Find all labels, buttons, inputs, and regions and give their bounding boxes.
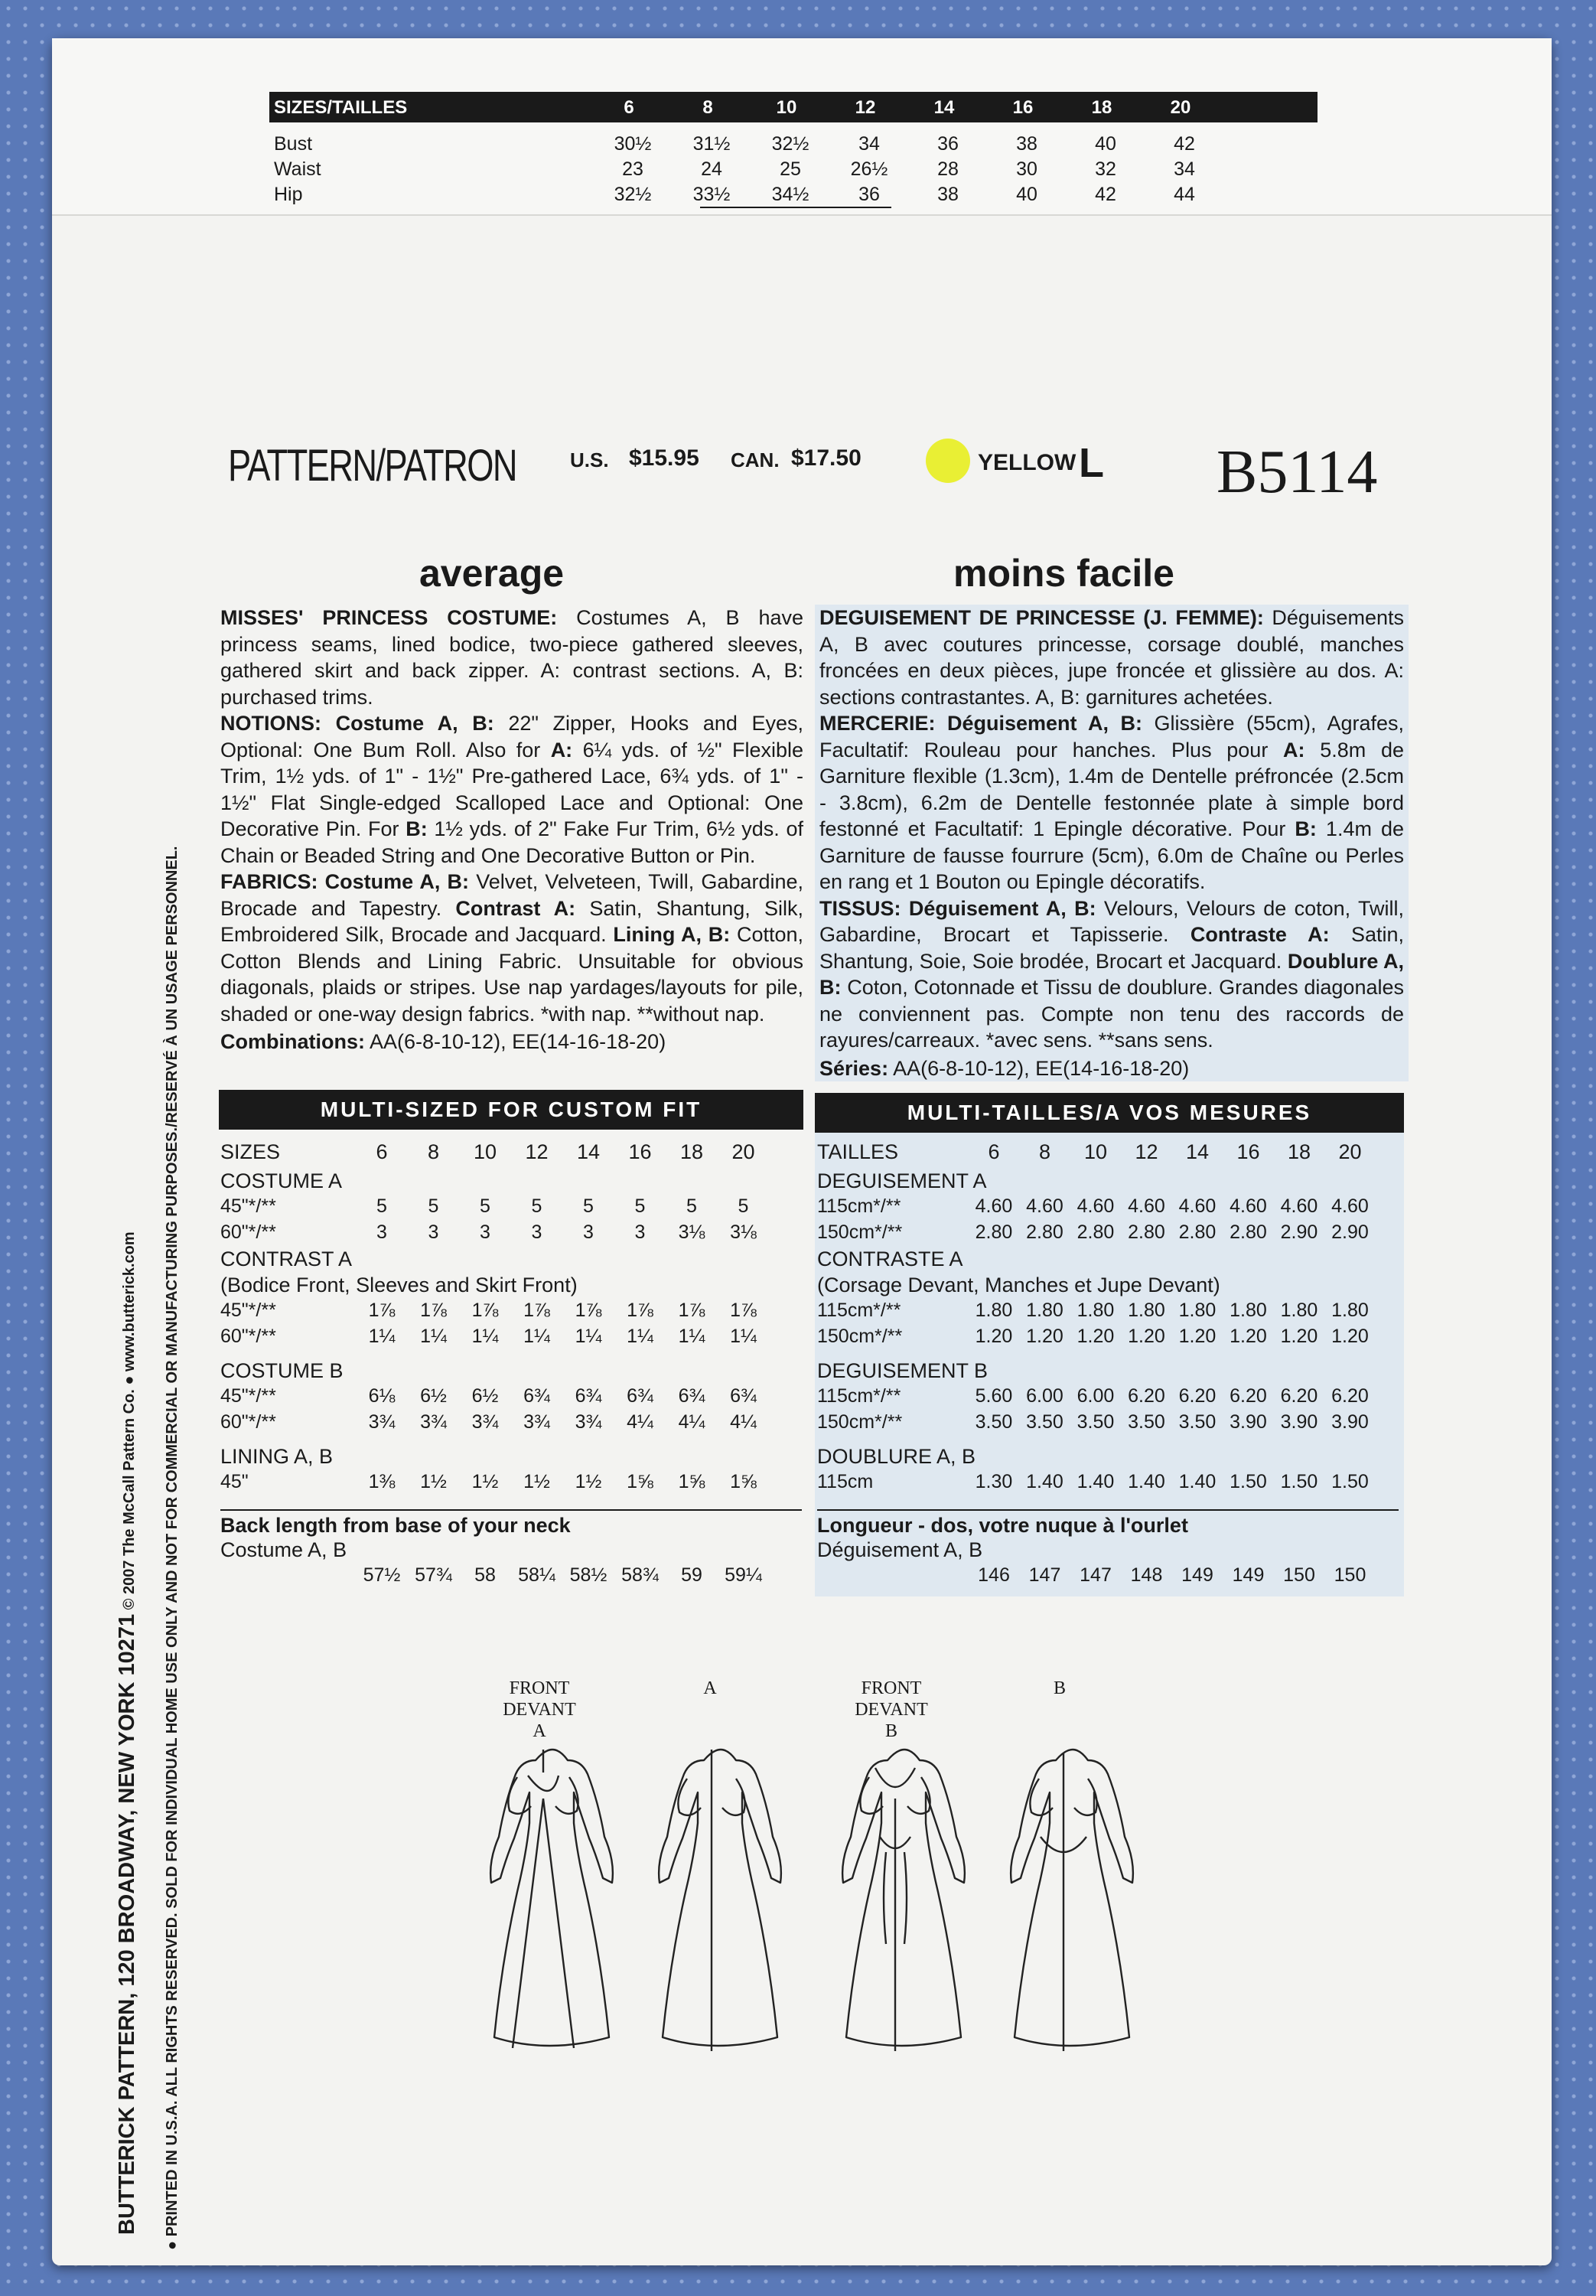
table-section-label: DEGUISEMENT B [817, 1359, 989, 1382]
yardage-cell: 1¼ [420, 1326, 447, 1347]
table-section-label: DEGUISEMENT A [817, 1169, 987, 1192]
measure-cell: 36 [858, 184, 880, 205]
size-header-cell: 6 [376, 1140, 388, 1163]
en-table-rule [220, 1509, 802, 1511]
measure-cell: 38 [937, 184, 959, 205]
yardage-cell: 1¼ [368, 1326, 396, 1347]
size-header-cell: 20 [1338, 1140, 1362, 1163]
yardage-cell: 3.50 [1178, 1411, 1217, 1433]
yardage-cell: 1.20 [1331, 1326, 1369, 1347]
size-header-cell: 18 [1287, 1140, 1311, 1163]
width-label: 60"*/** [220, 1411, 276, 1433]
size-header-cell: 14 [1185, 1140, 1210, 1163]
measure-label: Bust [274, 133, 313, 155]
width-label: 60"*/** [220, 1326, 276, 1347]
yardage-cell: 1⅞ [730, 1300, 757, 1321]
pattern-number: B5114 [1217, 439, 1378, 506]
yardage-cell: 1⅞ [575, 1300, 602, 1321]
yardage-cell: 4¼ [627, 1411, 653, 1433]
yardage-cell: 6½ [471, 1385, 499, 1407]
size-header-cell: 14 [576, 1140, 601, 1163]
table-section-label: COSTUME A [220, 1169, 343, 1192]
can-price: $17.50 [791, 445, 862, 471]
back-length-cell: 58¾ [621, 1564, 659, 1586]
yardage-cell: 3¾ [575, 1411, 602, 1433]
back-length-cell: 148 [1130, 1564, 1163, 1586]
yardage-cell: 1⅝ [730, 1471, 757, 1492]
yardage-cell: 3 [480, 1221, 490, 1243]
yardage-cell: 5 [480, 1195, 490, 1217]
yardage-cell: 3.90 [1230, 1411, 1267, 1433]
side-imprint: BUTTERICK PATTERN, 120 BROADWAY, NEW YORK 10271 © 2007 The McCall Pattern Co. ● www.butterick.com [115, 1231, 139, 2235]
gown-back-b [1011, 1750, 1133, 2051]
yardage-cell: 6.20 [1331, 1385, 1369, 1407]
measure-cell: 28 [937, 158, 959, 180]
measure-cell: 36 [937, 133, 959, 155]
view-label: B [1053, 1678, 1066, 1698]
yardage-cell: 5 [686, 1195, 697, 1217]
can-label: CAN. [731, 448, 780, 471]
yardage-cell: 1.20 [1230, 1326, 1267, 1347]
measure-cell: 34 [1174, 158, 1195, 180]
size-letter: L [1079, 440, 1104, 486]
sizes-label: SIZES [220, 1140, 281, 1163]
width-label: 115cm [817, 1471, 874, 1492]
measure-cell: 32½ [771, 133, 809, 155]
measure-cell: 44 [1174, 184, 1195, 205]
color-label: YELLOW [978, 450, 1076, 475]
yardage-cell: 3.50 [1128, 1411, 1165, 1433]
yardage-cell: 1½ [523, 1471, 550, 1492]
table-section-label: COSTUME B [220, 1359, 344, 1382]
yardage-cell: 3.90 [1280, 1411, 1318, 1433]
size-header-cell: 10 [473, 1140, 497, 1163]
yardage-cell: 3.50 [975, 1411, 1013, 1433]
size-header-cell: 8 [1038, 1140, 1051, 1163]
table-section-label: CONTRASTE A [817, 1247, 963, 1270]
size-header-cell: 16 [1236, 1140, 1260, 1163]
back-length-cell: 149 [1232, 1564, 1265, 1586]
yardage-cell: 1.40 [1178, 1471, 1217, 1492]
sizes-label: TAILLES [817, 1140, 899, 1163]
yardage-cell: 5 [738, 1195, 749, 1217]
yardage-cell: 5 [428, 1195, 439, 1217]
measure-cell: 42 [1095, 184, 1116, 205]
size-col: 14 [933, 97, 955, 118]
yardage-cell: 1.40 [1026, 1471, 1063, 1492]
back-length-cell: 57½ [363, 1564, 401, 1586]
gown-back-a [659, 1750, 781, 2051]
yardage-cell: 3¾ [420, 1411, 447, 1433]
measure-cell: 38 [1016, 133, 1037, 155]
yardage-cell: 2.80 [1076, 1221, 1115, 1243]
yardage-cell: 2.90 [1280, 1221, 1318, 1243]
yardage-cell: 2.90 [1331, 1221, 1369, 1243]
yardage-cell: 6⅛ [368, 1385, 396, 1407]
yardage-cell: 5 [531, 1195, 542, 1217]
width-label: 150cm*/** [817, 1326, 903, 1347]
yardage-cell: 2.80 [975, 1221, 1013, 1243]
yardage-cell: 3⅛ [730, 1221, 757, 1243]
width-label: 60"*/** [220, 1221, 276, 1243]
english-description: MISSES' PRINCESS COSTUME: Costumes A, B have princess seams, lined bodice, two-piece gathered sleeves, gathered skirt and back zipper. A: contrast sections. A, B: purchased trims. NOTIONS: Costume A, B: 22" Zipper, Hooks and Eyes, Optional: One Bum Roll. Also for A: 6¼ yds. of ½" Flexible Trim, 1½ yds. of 1" - 1½" Pre-gathered Lace, 6¾ yds. of 1" - 1½" Flat Single-edged Scalloped Lace and Optional: One Decorative Pin. For B: 1½ yds. of 2" Fake Fur Trim, 6½ yds. of Chain or Beaded String and One Decorative Button or Pin. FABRICS: Costume A, B: Velvet, Velveteen, Twill, Gabardine, Brocade and Tapestry. Contrast A: Satin, Shantung, Silk, Embroidered Silk, Brocade and Jacquard. Lining A, B: Cotton, Cotton Blends and Lining Fabric. Unsuitable for obvious diagonals, plaids or stripes. Use nap yardages/layouts for pile, shaded or one-way design fabrics. *with nap. **without nap. Combinations: AA(6-8-10-12), EE(14-16-18-20) [220, 606, 803, 1053]
yardage-cell: 3.50 [1026, 1411, 1063, 1433]
back-length-cell: 146 [978, 1564, 1010, 1586]
view-label: FRONT DEVANT A [503, 1678, 576, 1741]
yardage-cell: 6.20 [1230, 1385, 1267, 1407]
yardage-cell: 4.60 [1280, 1195, 1318, 1217]
yardage-cell: 1½ [471, 1471, 499, 1492]
yardage-cell: 5 [634, 1195, 646, 1217]
size-header-cell: 12 [1135, 1140, 1158, 1163]
yardage-cell: 3.50 [1076, 1411, 1115, 1433]
yardage-cell: 1¼ [730, 1326, 757, 1347]
width-label: 115cm*/** [817, 1385, 901, 1407]
measure-cell: 23 [622, 158, 643, 180]
color-dot [926, 439, 970, 483]
yardage-cell: 6.20 [1128, 1385, 1165, 1407]
size-col: 12 [855, 97, 876, 118]
yardage-cell: 6½ [420, 1385, 447, 1407]
difficulty-fr: moins facile [953, 552, 1174, 595]
size-col: 6 [624, 97, 634, 118]
yardage-cell: 1¼ [575, 1326, 602, 1347]
yardage-cell: 5 [376, 1195, 387, 1217]
yardage-cell: 6.20 [1178, 1385, 1217, 1407]
yardage-cell: 2.80 [1128, 1221, 1165, 1243]
table-section-label: DOUBLURE A, B [817, 1445, 976, 1468]
yardage-cell: 5.60 [975, 1385, 1013, 1407]
back-length-cell: 57¾ [415, 1564, 452, 1586]
yardage-cell: 1.40 [1076, 1471, 1115, 1492]
back-length-cell: 58¼ [518, 1564, 555, 1586]
width-label: 45"*/** [220, 1195, 276, 1217]
multi-sized-bar: MULTI-SIZED FOR CUSTOM FIT [219, 1090, 803, 1130]
yardage-cell: 2.80 [1230, 1221, 1267, 1243]
view-label: FRONT DEVANT B [855, 1678, 928, 1741]
yardage-cell: 4.60 [1178, 1195, 1217, 1217]
yardage-cell: 4.60 [975, 1195, 1013, 1217]
gown-illustrations [444, 1745, 1163, 2059]
page-title: PATTERN/PATRON [228, 441, 516, 491]
yardage-cell: 1¼ [627, 1326, 653, 1347]
back-length-cell: 150 [1283, 1564, 1315, 1586]
size-col: 18 [1091, 97, 1112, 118]
measure-label: Waist [274, 158, 321, 180]
width-label: 45"*/** [220, 1385, 276, 1407]
yardage-cell: 1.50 [1230, 1471, 1267, 1492]
size-header-cell: 8 [427, 1140, 440, 1163]
back-length-cell: 58 [474, 1564, 496, 1586]
width-label: 150cm*/** [817, 1221, 903, 1243]
yardage-cell: 1.50 [1280, 1471, 1318, 1492]
width-label: 45"*/** [220, 1300, 276, 1321]
view-label: A [703, 1678, 717, 1698]
size-col: 20 [1170, 97, 1191, 118]
back-length-cell: 149 [1181, 1564, 1213, 1586]
measure-cell: 42 [1174, 133, 1195, 155]
yardage-cell: 1.20 [1178, 1326, 1217, 1347]
yardage-cell: 1.80 [1026, 1300, 1063, 1321]
size-col: 10 [776, 97, 797, 118]
gown-front-a [490, 1750, 613, 2048]
underline [700, 207, 891, 208]
back-length-cell: 59¼ [725, 1564, 762, 1586]
back-length-en: Back length from base of your neck [220, 1514, 571, 1537]
back-costume-en: Costume A, B [220, 1538, 347, 1561]
yardage-cell: 6.20 [1280, 1385, 1318, 1407]
fr-table-rule [817, 1509, 1399, 1511]
measure-cell: 32 [1095, 158, 1116, 180]
yardage-cell: 1.30 [975, 1471, 1013, 1492]
yardage-cell: 6¾ [627, 1385, 653, 1407]
yardage-cell: 1⅝ [678, 1471, 705, 1492]
size-header-cell: 20 [731, 1140, 755, 1163]
yardage-cell: 3.90 [1331, 1411, 1369, 1433]
table-section-label: CONTRAST A [220, 1247, 353, 1270]
size-header-cell: 12 [525, 1140, 549, 1163]
measure-cell: 26½ [850, 158, 888, 180]
table-section-label: (Bodice Front, Sleeves and Skirt Front) [220, 1274, 578, 1296]
yardage-cell: 4.60 [1230, 1195, 1267, 1217]
yardage-cell: 1⅞ [420, 1300, 447, 1321]
yardage-cell: 1.50 [1331, 1471, 1369, 1492]
yardage-cell: 1.20 [975, 1326, 1013, 1347]
yardage-cell: 3 [531, 1221, 542, 1243]
yardage-cell: 1⅞ [627, 1300, 653, 1321]
yardage-cell: 3 [428, 1221, 439, 1243]
gown-front-b [842, 1750, 965, 2051]
size-header-cell: 18 [679, 1140, 704, 1163]
back-length-cell: 147 [1080, 1564, 1112, 1586]
yardage-cell: 6¾ [575, 1385, 602, 1407]
sizes-header-label: SIZES/TAILLES [274, 97, 408, 118]
back-length-cell: 59 [681, 1564, 702, 1586]
yardage-cell: 1⅝ [627, 1471, 653, 1492]
us-label: U.S. [570, 448, 609, 471]
yardage-cell: 1⅞ [678, 1300, 705, 1321]
us-price: $15.95 [629, 445, 699, 471]
yardage-cell: 5 [583, 1195, 594, 1217]
yardage-cell: 4.60 [1128, 1195, 1165, 1217]
sizes-header-bar [269, 92, 1318, 122]
yardage-cell: 3 [583, 1221, 594, 1243]
yardage-cell: 4.60 [1076, 1195, 1115, 1217]
width-label: 115cm*/** [817, 1195, 901, 1217]
yardage-cell: 6¾ [523, 1385, 550, 1407]
size-col: 8 [702, 97, 713, 118]
yardage-cell: 6¾ [678, 1385, 705, 1407]
measure-label: Hip [274, 184, 303, 205]
yardage-cell: 1.40 [1128, 1471, 1165, 1492]
measure-cell: 40 [1016, 184, 1037, 205]
measure-cell: 40 [1095, 133, 1116, 155]
yardage-cell: 1½ [575, 1471, 602, 1492]
yardage-cell: 3 [634, 1221, 646, 1243]
size-col: 16 [1012, 97, 1034, 118]
yardage-cell: 3¾ [368, 1411, 396, 1433]
yardage-cell: 1.80 [1230, 1300, 1267, 1321]
yardage-cell: 4.60 [1331, 1195, 1369, 1217]
yardage-cell: 3¾ [471, 1411, 499, 1433]
measure-cell: 34½ [771, 184, 809, 205]
yardage-cell: 1½ [420, 1471, 447, 1492]
yardage-cell: 1¼ [471, 1326, 499, 1347]
yardage-cell: 6.00 [1076, 1385, 1115, 1407]
size-header-cell: 16 [628, 1140, 652, 1163]
multi-tailles-bar: MULTI-TAILLES/A VOS MESURES [815, 1093, 1404, 1133]
width-label: 150cm*/** [817, 1411, 903, 1433]
yardage-cell: 1.20 [1128, 1326, 1165, 1347]
back-length-cell: 58½ [569, 1564, 607, 1586]
yardage-cell: 4.60 [1026, 1195, 1063, 1217]
measure-cell: 30½ [614, 133, 652, 155]
back-costume-fr: Déguisement A, B [817, 1538, 983, 1561]
width-label: 45" [220, 1471, 249, 1492]
yardage-cell: 1.80 [1331, 1300, 1369, 1321]
width-label: 115cm*/** [817, 1300, 901, 1321]
yardage-cell: 4¼ [678, 1411, 705, 1433]
yardage-cell: 3¾ [523, 1411, 550, 1433]
measure-cell: 34 [858, 133, 880, 155]
yardage-cell: 1.20 [1026, 1326, 1063, 1347]
back-length-fr: Longueur - dos, votre nuque à l'ourlet [817, 1514, 1188, 1537]
yardage-cell: 2.80 [1178, 1221, 1217, 1243]
yardage-cell: 3 [376, 1221, 387, 1243]
yardage-cell: 1.80 [1128, 1300, 1165, 1321]
yardage-cell: 1⅞ [368, 1300, 396, 1321]
yardage-cell: 1⅜ [368, 1471, 396, 1492]
back-length-cell: 147 [1028, 1564, 1061, 1586]
measure-cell: 33½ [692, 184, 731, 205]
difficulty-en: average [419, 552, 565, 595]
measure-cell: 25 [780, 158, 801, 180]
side-legal: ● PRINTED IN U.S.A. ALL RIGHTS RESERVED. SOLD FOR INDIVIDUAL HOME USE ONLY AND NOT FOR COMMERCIAL OR MANUFACTURING PURPOSES./RESERVÉ À UN USAGE PERSONNEL. [164, 846, 181, 2250]
french-description: DEGUISEMENT DE PRINCESSE (J. FEMME): Déguisements A, B avec coutures princesse, corsage doublé, manches froncées en deux pièces, jupe froncée et glissière au dos. A: sections contrastantes. A, B: garnitures achetées. MERCERIE: Déguisement A, B: Glissière (55cm), Agrafes, Facultatif: Rouleau pour hanches. Plus pour A: 5.8m de Garniture flexible (1.3cm), 1.4m de Dentelle préfroncée (2.5cm - 3.8cm), 6.2m de Dentelle festonnée plate à simple bord festonné et Facultatif: 1 Epingle décorative. Pour B: 1.4m de Garniture de fausse fourrure (5cm), 6.0m de Chaîne ou Perles en rang et 1 Bouton ou Epingle décoratifs. TISSUS: Déguisement A, B: Velours, Velours de coton, Twill, Gabardine, Brocart et Tapisserie. Contraste A: Satin, Shantung, Soie, Soie brodée, Brocart et Jacquard. Doublure A, B: Coton, Cotonnade et Tissu de doublure. Grandes diagonales ne conviennent pas. Compte non tenu des raccords de rayures/carreaux. *avec sens. **sans sens. Séries: AA(6-8-10-12), EE(14-16-18-20) [815, 605, 1409, 1081]
size-header-cell: 6 [988, 1140, 1000, 1163]
yardage-cell: 1⅞ [523, 1300, 550, 1321]
yardage-cell: 1¼ [678, 1326, 705, 1347]
yardage-cell: 2.80 [1026, 1221, 1063, 1243]
yardage-cell: 4¼ [730, 1411, 757, 1433]
yardage-cell: 1.80 [1280, 1300, 1318, 1321]
yardage-cell: 6.00 [1026, 1385, 1063, 1407]
measure-cell: 30 [1016, 158, 1037, 180]
yardage-cell: 1.80 [975, 1300, 1013, 1321]
yardage-cell: 1.80 [1178, 1300, 1217, 1321]
yardage-cell: 1¼ [523, 1326, 550, 1347]
yardage-cell: 3⅛ [678, 1221, 705, 1243]
measure-cell: 32½ [614, 184, 652, 205]
table-section-label: LINING A, B [220, 1445, 334, 1468]
yardage-cell: 1⅞ [471, 1300, 499, 1321]
yardage-cell: 1.20 [1076, 1326, 1115, 1347]
yardage-cell: 1.80 [1076, 1300, 1115, 1321]
back-length-cell: 150 [1334, 1564, 1366, 1586]
size-header-cell: 10 [1083, 1140, 1108, 1163]
yardage-cell: 6¾ [730, 1385, 757, 1407]
yardage-cell: 1.20 [1280, 1326, 1318, 1347]
table-section-label: (Corsage Devant, Manches et Jupe Devant) [817, 1274, 1220, 1296]
measure-cell: 24 [701, 158, 722, 180]
measure-cell: 31½ [692, 133, 731, 155]
